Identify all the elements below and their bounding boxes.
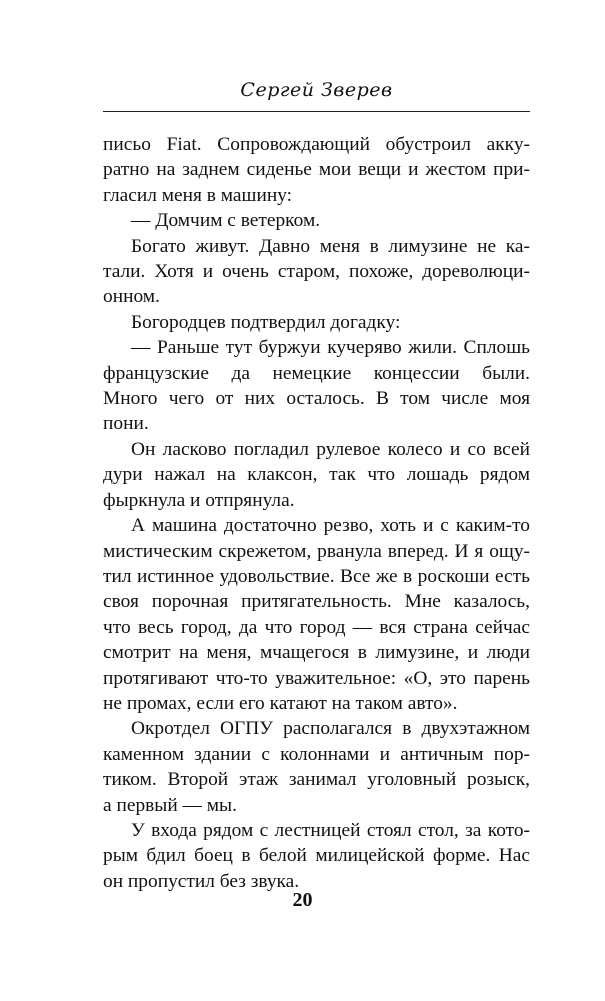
text-line: тил истинное удовольствие. Все же в роскоши есть (103, 565, 530, 587)
text-line: А машина достаточно резво, хоть и с каким-то (131, 515, 530, 537)
text-line: Богато живут. Давно меня в лимузине не ка- (131, 235, 530, 257)
text-line: пони. (103, 413, 149, 435)
paragraph (103, 335, 530, 437)
text-line: У входа рядом с лестницей стоял стол, за кото- (131, 819, 530, 841)
paragraph (103, 513, 530, 716)
text-line: тиком. Второй этаж занимал уголовный розыск, (103, 769, 530, 791)
text-line: — Раньше тут буржуи кучеряво жили. Сплошь (131, 337, 530, 359)
text-line: ратно на заднем сиденье мои вещи и жестом при- (103, 159, 530, 181)
text-line: своя порочная притягательность. Мне казалось, (103, 591, 530, 613)
paragraph (103, 234, 530, 310)
text-line: французские да немецкие концессии были. (103, 362, 530, 384)
text-line: Окротдел ОГПУ располагался в двухэтажном (131, 718, 530, 740)
text-line: гласил меня в машину: (103, 184, 293, 206)
text-line: рым бдил боец в белой милицейской форме. Нас (103, 845, 530, 867)
paragraph (103, 716, 530, 818)
text-line: — Домчим с ветерком. (131, 210, 321, 232)
text-line: не промах, если его катают на таком авто». (103, 692, 458, 714)
paragraph (103, 818, 530, 894)
text-line: онном. (103, 286, 160, 308)
text-line: мистическим скрежетом, рванула вперед. И я ощу- (103, 540, 530, 562)
running-head: Сергей Зверев (240, 79, 393, 101)
text-line: дури нажал на клаксон, так что лошадь рядом (103, 464, 530, 486)
paragraph (103, 208, 530, 233)
text-line: а первый — мы. (103, 794, 237, 816)
text-line: Он ласково погладил рулевое колесо и со всей (131, 438, 530, 460)
text-line: смотрит на меня, мчащегося в лимузине, и люди (103, 642, 530, 664)
text-line: что весь город, да что город — вся страна сейчас (103, 616, 530, 638)
paragraph (103, 437, 530, 513)
text-line: каменном здании с колоннами и античным пор- (103, 743, 530, 765)
text-line: Много чего от них осталось. В том числе моя (103, 388, 530, 410)
text-line: он пропустил без звука. (103, 870, 300, 892)
text-line: письо Fiat. Сопровождающий обустроил акку- (103, 134, 530, 155)
text-line: протягивают что-то уважительное: «О, это парень (103, 667, 530, 689)
header-rule (103, 111, 530, 112)
body-text (103, 132, 530, 894)
paragraph (103, 310, 530, 335)
page-number: 20 (292, 889, 313, 911)
text-line: тали. Хотя и очень старом, похоже, дореволюци- (103, 261, 530, 283)
text-line: Богородцев подтвердил догадку: (131, 311, 401, 333)
paragraph (103, 132, 530, 208)
text-line: фыркнула и отпрянула. (103, 489, 295, 511)
